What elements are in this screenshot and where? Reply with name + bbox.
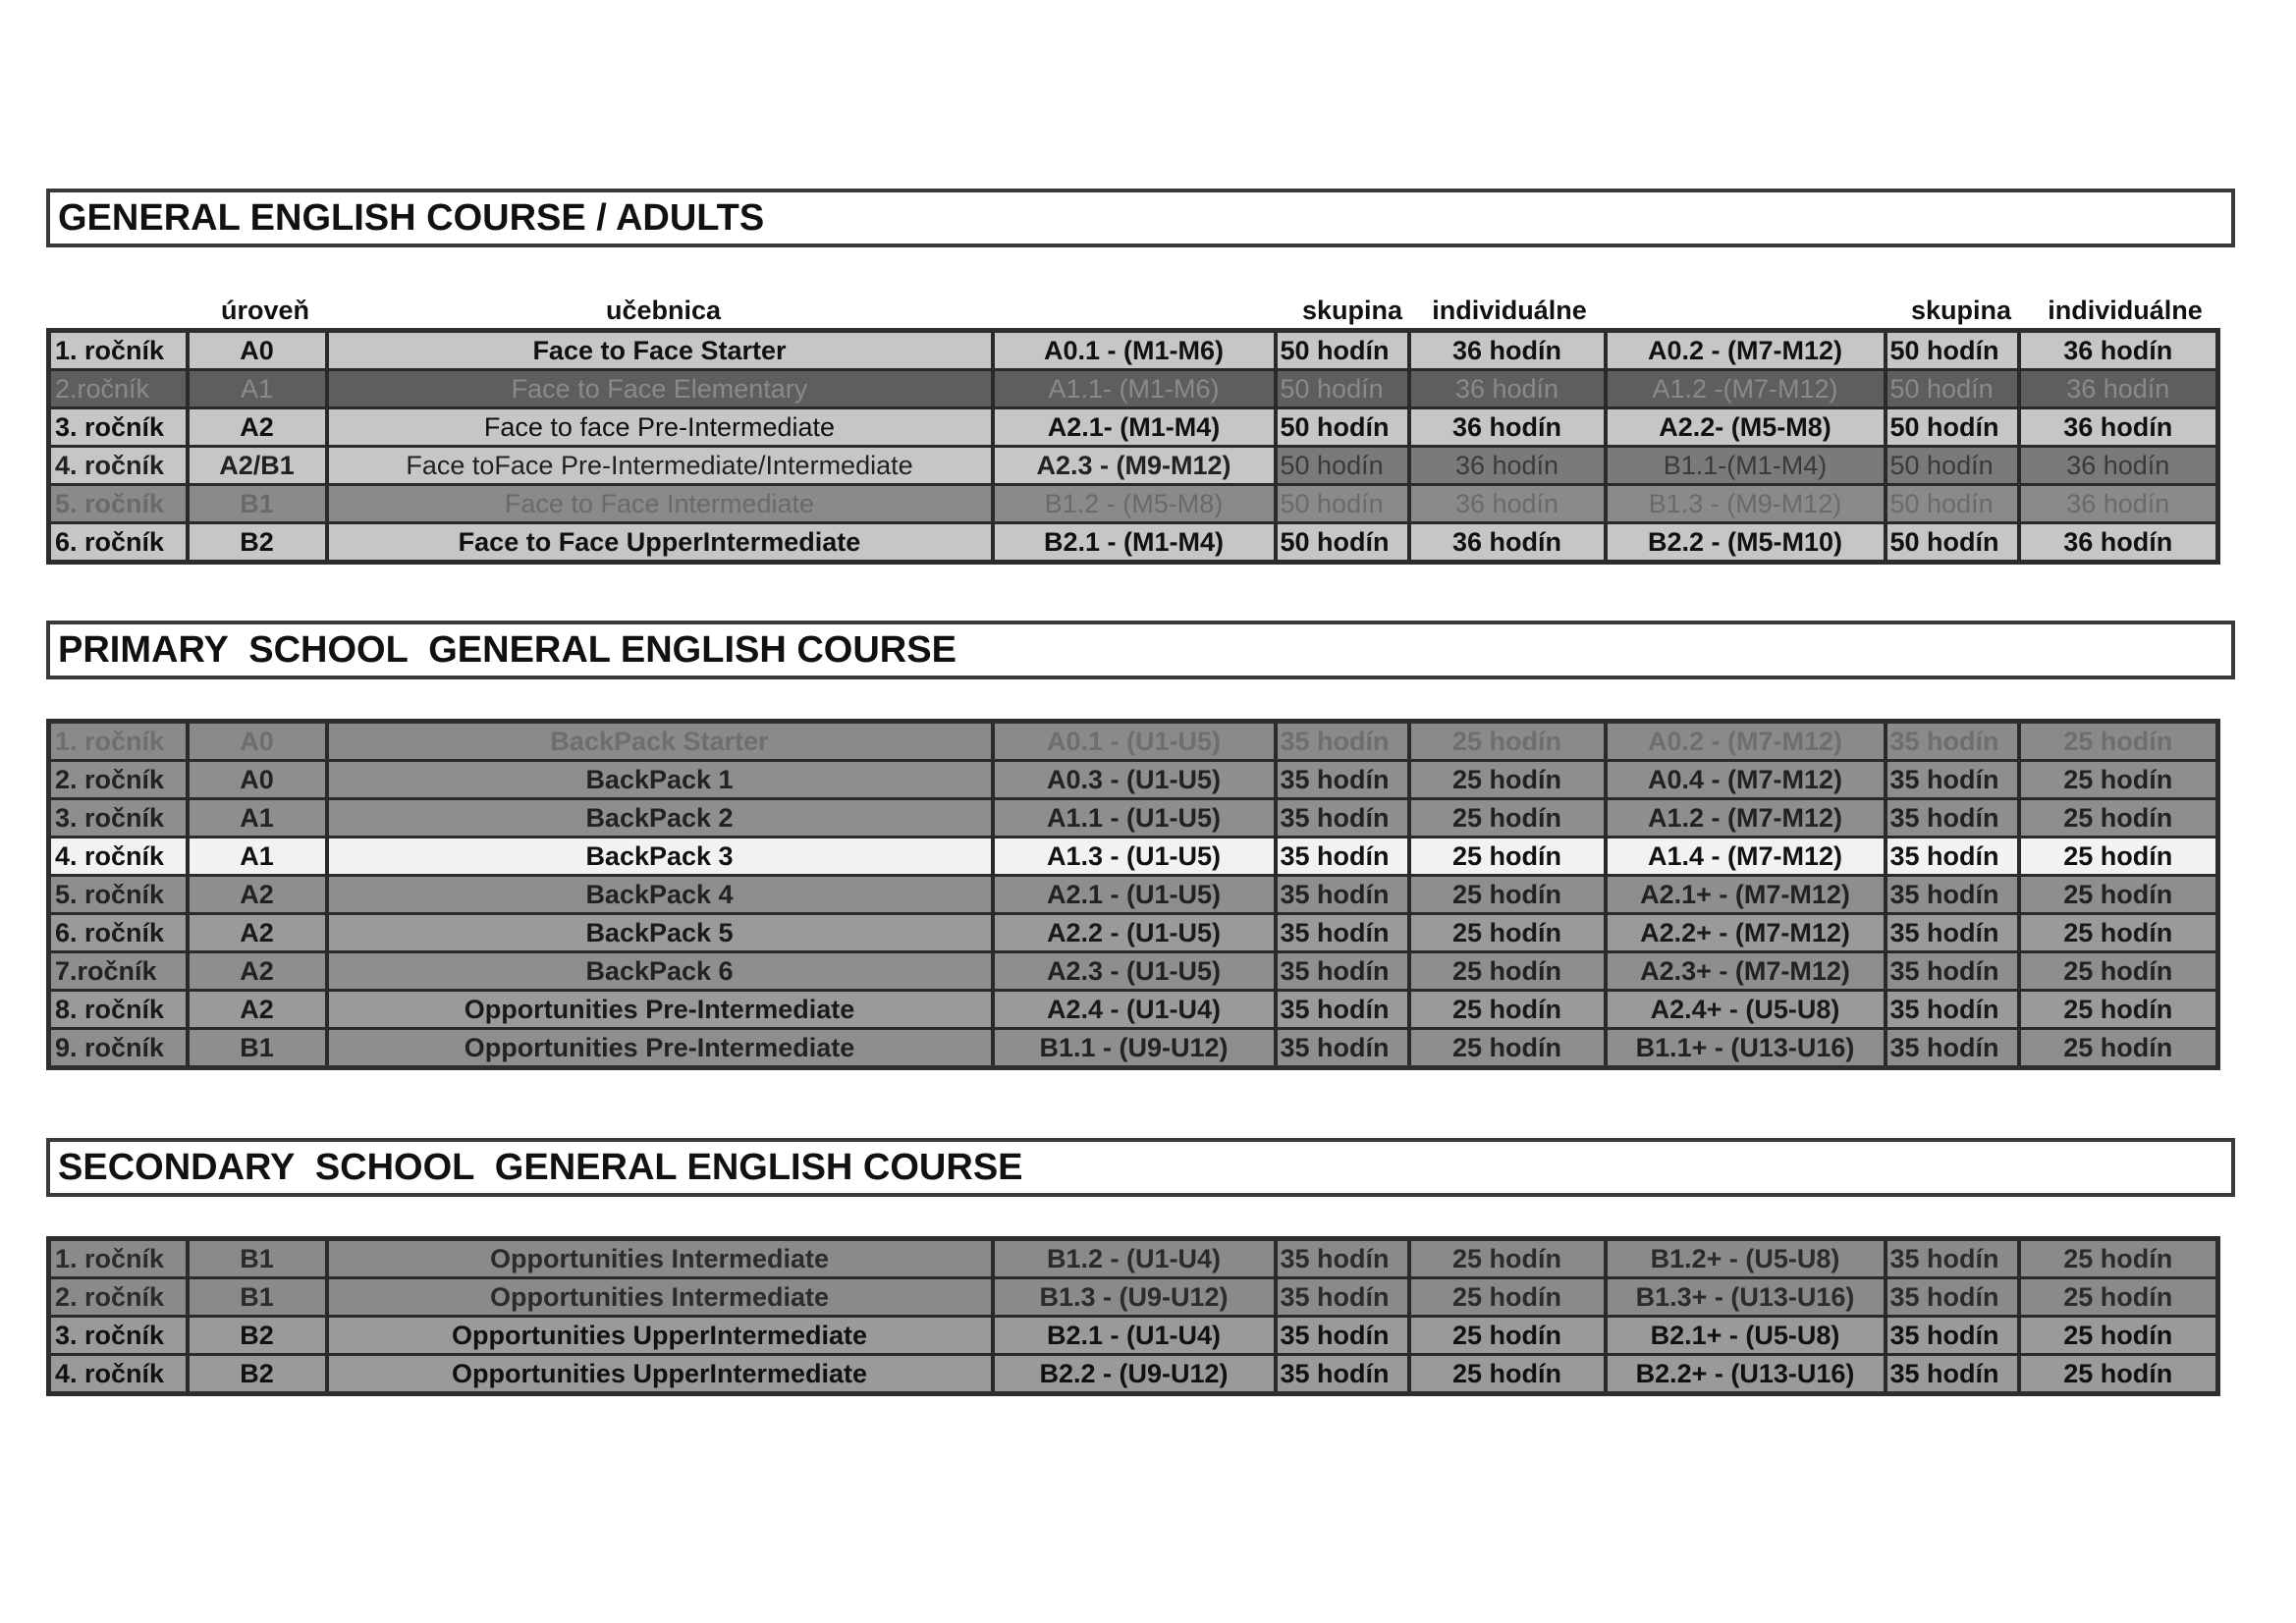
table-row	[49, 523, 2218, 563]
grade-cell: 3. ročník	[49, 408, 188, 447]
section-title-adults: GENERAL ENGLISH COURSE / ADULTS	[46, 189, 2235, 247]
level-cell: B1	[188, 485, 327, 523]
level-cell: A2	[188, 408, 327, 447]
individual-hours-2-cell: 25 hodín	[2019, 876, 2218, 914]
table-row	[49, 1239, 2218, 1278]
individual-hours-1-cell: 25 hodín	[1409, 722, 1606, 761]
individual-hours-2-cell: 25 hodín	[2019, 952, 2218, 991]
secondary-table	[46, 1236, 2220, 1396]
level-cell: A0	[188, 331, 327, 370]
table-row	[49, 799, 2218, 838]
group-hours-2-cell: 35 hodín	[1886, 914, 2019, 952]
individual-hours-2-cell: 36 hodín	[2019, 370, 2218, 408]
group-hours-2-cell: 35 hodín	[1886, 876, 2019, 914]
individual-hours-2-cell: 25 hodín	[2019, 1029, 2218, 1068]
grade-cell: 4. ročník	[49, 838, 188, 876]
individual-hours-1-cell: 25 hodín	[1409, 952, 1606, 991]
level-cell: B2	[188, 523, 327, 563]
individual-hours-2-cell: 36 hodín	[2019, 447, 2218, 485]
module-1-cell: A2.1 - (U1-U5)	[993, 876, 1276, 914]
header-group-1: skupina	[1301, 296, 1403, 325]
textbook-cell: BackPack Starter	[327, 722, 993, 761]
grade-cell: 3. ročník	[49, 1317, 188, 1355]
group-hours-1-cell: 35 hodín	[1276, 1239, 1409, 1278]
textbook-cell: Face to face Pre-Intermediate	[327, 408, 993, 447]
module-1-cell: A1.3 - (U1-U5)	[993, 838, 1276, 876]
individual-hours-2-cell: 36 hodín	[2019, 331, 2218, 370]
module-1-cell: A2.4 - (U1-U4)	[993, 991, 1276, 1029]
table-row	[49, 1278, 2218, 1317]
group-hours-2-cell: 50 hodín	[1886, 408, 2019, 447]
group-hours-1-cell: 50 hodín	[1276, 331, 1409, 370]
group-hours-2-cell: 35 hodín	[1886, 1355, 2019, 1394]
level-cell: A1	[188, 838, 327, 876]
individual-hours-1-cell: 36 hodín	[1409, 447, 1606, 485]
grade-cell: 5. ročník	[49, 485, 188, 523]
module-1-cell: B1.2 - (M5-M8)	[993, 485, 1276, 523]
level-cell: B1	[188, 1239, 327, 1278]
module-1-cell: A2.3 - (M9-M12)	[993, 447, 1276, 485]
grade-cell: 4. ročník	[49, 447, 188, 485]
group-hours-2-cell: 35 hodín	[1886, 1239, 2019, 1278]
individual-hours-1-cell: 36 hodín	[1409, 331, 1606, 370]
group-hours-2-cell: 50 hodín	[1886, 370, 2019, 408]
module-1-cell: A0.3 - (U1-U5)	[993, 761, 1276, 799]
header-individual-1: individuálne	[1432, 296, 1587, 325]
individual-hours-2-cell: 25 hodín	[2019, 991, 2218, 1029]
module-1-cell: B1.3 - (U9-U12)	[993, 1278, 1276, 1317]
group-hours-1-cell: 35 hodín	[1276, 761, 1409, 799]
section-title-primary: PRIMARY SCHOOL GENERAL ENGLISH COURSE	[46, 621, 2235, 679]
group-hours-2-cell: 50 hodín	[1886, 485, 2019, 523]
individual-hours-2-cell: 25 hodín	[2019, 1239, 2218, 1278]
grade-cell: 4. ročník	[49, 1355, 188, 1394]
group-hours-2-cell: 35 hodín	[1886, 722, 2019, 761]
grade-cell: 7.ročník	[49, 952, 188, 991]
module-2-cell: A1.2 - (M7-M12)	[1606, 799, 1886, 838]
module-2-cell: A0.2 - (M7-M12)	[1606, 722, 1886, 761]
column-headers	[46, 290, 2227, 329]
table-row	[49, 876, 2218, 914]
individual-hours-2-cell: 25 hodín	[2019, 1355, 2218, 1394]
table-row	[49, 370, 2218, 408]
module-2-cell: B2.2 - (M5-M10)	[1606, 523, 1886, 563]
grade-cell: 8. ročník	[49, 991, 188, 1029]
group-hours-2-cell: 50 hodín	[1886, 447, 2019, 485]
table-row	[49, 952, 2218, 991]
textbook-cell: Opportunities Intermediate	[327, 1278, 993, 1317]
group-hours-1-cell: 35 hodín	[1276, 914, 1409, 952]
section-title-secondary: SECONDARY SCHOOL GENERAL ENGLISH COURSE	[46, 1138, 2235, 1197]
textbook-cell: BackPack 5	[327, 914, 993, 952]
group-hours-1-cell: 50 hodín	[1276, 408, 1409, 447]
individual-hours-1-cell: 25 hodín	[1409, 1317, 1606, 1355]
table-row	[49, 722, 2218, 761]
individual-hours-1-cell: 25 hodín	[1409, 1355, 1606, 1394]
level-cell: A2/B1	[188, 447, 327, 485]
module-2-cell: A1.2 -(M7-M12)	[1606, 370, 1886, 408]
module-2-cell: A0.2 - (M7-M12)	[1606, 331, 1886, 370]
module-1-cell: B2.1 - (U1-U4)	[993, 1317, 1276, 1355]
level-cell: A2	[188, 952, 327, 991]
individual-hours-1-cell: 25 hodín	[1409, 991, 1606, 1029]
individual-hours-1-cell: 36 hodín	[1409, 370, 1606, 408]
grade-cell: 5. ročník	[49, 876, 188, 914]
grade-cell: 1. ročník	[49, 722, 188, 761]
textbook-cell: Face toFace Pre-Intermediate/Intermediate	[327, 447, 993, 485]
individual-hours-2-cell: 25 hodín	[2019, 1317, 2218, 1355]
individual-hours-2-cell: 36 hodín	[2019, 408, 2218, 447]
individual-hours-2-cell: 25 hodín	[2019, 838, 2218, 876]
group-hours-2-cell: 35 hodín	[1886, 799, 2019, 838]
table-row	[49, 408, 2218, 447]
textbook-cell: BackPack 4	[327, 876, 993, 914]
textbook-cell: BackPack 2	[327, 799, 993, 838]
module-1-cell: A0.1 - (U1-U5)	[993, 722, 1276, 761]
module-1-cell: B2.1 - (M1-M4)	[993, 523, 1276, 563]
module-2-cell: B1.1-(M1-M4)	[1606, 447, 1886, 485]
module-2-cell: A2.3+ - (M7-M12)	[1606, 952, 1886, 991]
textbook-cell: Face to Face Intermediate	[327, 485, 993, 523]
individual-hours-1-cell: 36 hodín	[1409, 485, 1606, 523]
textbook-cell: BackPack 6	[327, 952, 993, 991]
header-level: úroveň	[220, 296, 310, 325]
module-2-cell: A2.2+ - (M7-M12)	[1606, 914, 1886, 952]
module-2-cell: A2.1+ - (M7-M12)	[1606, 876, 1886, 914]
module-2-cell: A0.4 - (M7-M12)	[1606, 761, 1886, 799]
module-1-cell: B2.2 - (U9-U12)	[993, 1355, 1276, 1394]
table-row	[49, 838, 2218, 876]
module-2-cell: B1.3+ - (U13-U16)	[1606, 1278, 1886, 1317]
grade-cell: 1. ročník	[49, 331, 188, 370]
module-1-cell: B1.1 - (U9-U12)	[993, 1029, 1276, 1068]
group-hours-1-cell: 50 hodín	[1276, 370, 1409, 408]
table-row	[49, 447, 2218, 485]
group-hours-1-cell: 35 hodín	[1276, 838, 1409, 876]
individual-hours-1-cell: 25 hodín	[1409, 1239, 1606, 1278]
level-cell: A2	[188, 914, 327, 952]
individual-hours-1-cell: 36 hodín	[1409, 523, 1606, 563]
grade-cell: 1. ročník	[49, 1239, 188, 1278]
module-1-cell: A2.1- (M1-M4)	[993, 408, 1276, 447]
textbook-cell: Opportunities Pre-Intermediate	[327, 1029, 993, 1068]
textbook-cell: BackPack 3	[327, 838, 993, 876]
level-cell: B2	[188, 1317, 327, 1355]
group-hours-1-cell: 35 hodín	[1276, 799, 1409, 838]
grade-cell: 6. ročník	[49, 523, 188, 563]
group-hours-1-cell: 35 hodín	[1276, 952, 1409, 991]
individual-hours-1-cell: 36 hodín	[1409, 408, 1606, 447]
grade-cell: 2. ročník	[49, 761, 188, 799]
individual-hours-1-cell: 25 hodín	[1409, 1278, 1606, 1317]
grade-cell: 2.ročník	[49, 370, 188, 408]
individual-hours-2-cell: 25 hodín	[2019, 799, 2218, 838]
textbook-cell: Opportunities UpperIntermediate	[327, 1355, 993, 1394]
textbook-cell: Opportunities Pre-Intermediate	[327, 991, 993, 1029]
level-cell: A2	[188, 876, 327, 914]
individual-hours-1-cell: 25 hodín	[1409, 761, 1606, 799]
group-hours-1-cell: 50 hodín	[1276, 485, 1409, 523]
table-row	[49, 331, 2218, 370]
level-cell: B1	[188, 1278, 327, 1317]
table-row	[49, 991, 2218, 1029]
module-2-cell: B2.2+ - (U13-U16)	[1606, 1355, 1886, 1394]
module-2-cell: A2.4+ - (U5-U8)	[1606, 991, 1886, 1029]
individual-hours-2-cell: 25 hodín	[2019, 761, 2218, 799]
level-cell: B2	[188, 1355, 327, 1394]
level-cell: A1	[188, 799, 327, 838]
module-2-cell: A2.2- (M5-M8)	[1606, 408, 1886, 447]
group-hours-2-cell: 35 hodín	[1886, 1278, 2019, 1317]
individual-hours-2-cell: 25 hodín	[2019, 1278, 2218, 1317]
module-2-cell: B1.3 - (M9-M12)	[1606, 485, 1886, 523]
group-hours-2-cell: 35 hodín	[1886, 991, 2019, 1029]
individual-hours-1-cell: 25 hodín	[1409, 914, 1606, 952]
module-2-cell: B1.1+ - (U13-U16)	[1606, 1029, 1886, 1068]
group-hours-1-cell: 35 hodín	[1276, 1278, 1409, 1317]
group-hours-1-cell: 35 hodín	[1276, 1355, 1409, 1394]
individual-hours-1-cell: 25 hodín	[1409, 876, 1606, 914]
module-1-cell: A1.1 - (U1-U5)	[993, 799, 1276, 838]
level-cell: A0	[188, 722, 327, 761]
individual-hours-2-cell: 25 hodín	[2019, 722, 2218, 761]
individual-hours-1-cell: 25 hodín	[1409, 838, 1606, 876]
group-hours-1-cell: 35 hodín	[1276, 722, 1409, 761]
module-1-cell: A0.1 - (M1-M6)	[993, 331, 1276, 370]
group-hours-2-cell: 50 hodín	[1886, 331, 2019, 370]
textbook-cell: BackPack 1	[327, 761, 993, 799]
group-hours-1-cell: 35 hodín	[1276, 1317, 1409, 1355]
group-hours-1-cell: 50 hodín	[1276, 523, 1409, 563]
grade-cell: 9. ročník	[49, 1029, 188, 1068]
header-book: učebnica	[605, 296, 722, 325]
group-hours-1-cell: 35 hodín	[1276, 991, 1409, 1029]
level-cell: B1	[188, 1029, 327, 1068]
level-cell: A2	[188, 991, 327, 1029]
header-individual-2: individuálne	[2048, 296, 2203, 325]
primary-table	[46, 719, 2220, 1070]
textbook-cell: Face to Face UpperIntermediate	[327, 523, 993, 563]
group-hours-2-cell: 35 hodín	[1886, 1029, 2019, 1068]
individual-hours-2-cell: 36 hodín	[2019, 485, 2218, 523]
module-2-cell: B2.1+ - (U5-U8)	[1606, 1317, 1886, 1355]
header-group-2: skupina	[1910, 296, 2012, 325]
grade-cell: 3. ročník	[49, 799, 188, 838]
grade-cell: 2. ročník	[49, 1278, 188, 1317]
group-hours-2-cell: 35 hodín	[1886, 952, 2019, 991]
group-hours-1-cell: 35 hodín	[1276, 876, 1409, 914]
level-cell: A0	[188, 761, 327, 799]
textbook-cell: Opportunities Intermediate	[327, 1239, 993, 1278]
module-1-cell: B1.2 - (U1-U4)	[993, 1239, 1276, 1278]
table-row	[49, 1355, 2218, 1394]
table-row	[49, 914, 2218, 952]
group-hours-2-cell: 50 hodín	[1886, 523, 2019, 563]
group-hours-1-cell: 35 hodín	[1276, 1029, 1409, 1068]
individual-hours-1-cell: 25 hodín	[1409, 799, 1606, 838]
module-1-cell: A1.1- (M1-M6)	[993, 370, 1276, 408]
group-hours-1-cell: 50 hodín	[1276, 447, 1409, 485]
module-2-cell: B1.2+ - (U5-U8)	[1606, 1239, 1886, 1278]
individual-hours-2-cell: 25 hodín	[2019, 914, 2218, 952]
table-row	[49, 761, 2218, 799]
table-row	[49, 1029, 2218, 1068]
textbook-cell: Opportunities UpperIntermediate	[327, 1317, 993, 1355]
group-hours-2-cell: 35 hodín	[1886, 1317, 2019, 1355]
group-hours-2-cell: 35 hodín	[1886, 761, 2019, 799]
table-row	[49, 1317, 2218, 1355]
table-row	[49, 485, 2218, 523]
textbook-cell: Face to Face Elementary	[327, 370, 993, 408]
level-cell: A1	[188, 370, 327, 408]
textbook-cell: Face to Face Starter	[327, 331, 993, 370]
group-hours-2-cell: 35 hodín	[1886, 838, 2019, 876]
individual-hours-1-cell: 25 hodín	[1409, 1029, 1606, 1068]
module-1-cell: A2.3 - (U1-U5)	[993, 952, 1276, 991]
individual-hours-2-cell: 36 hodín	[2019, 523, 2218, 563]
module-2-cell: A1.4 - (M7-M12)	[1606, 838, 1886, 876]
adults-table	[46, 328, 2220, 565]
grade-cell: 6. ročník	[49, 914, 188, 952]
module-1-cell: A2.2 - (U1-U5)	[993, 914, 1276, 952]
